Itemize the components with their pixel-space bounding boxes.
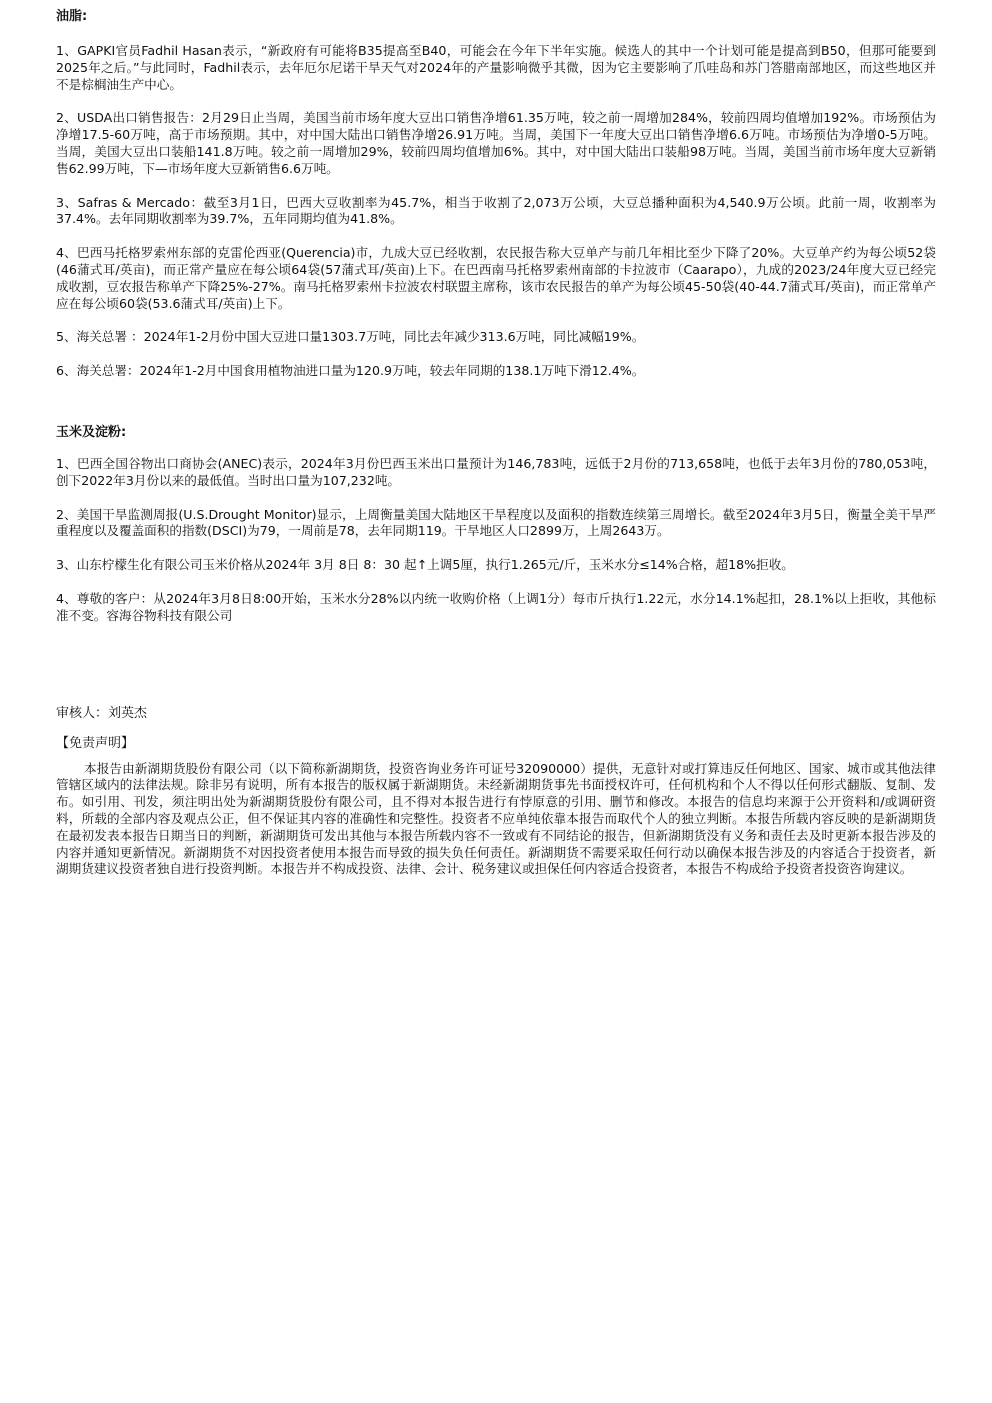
oils-item-1: 1、GAPKI官员Fadhil Hasan表示，“新政府有可能将B35提高至B40，可能会在今年下半年实施。候选人的其中一个计划可能是提高到B50，但那可能要到2025年之后。”与此同时，Fadhil表示，去年厄尔尼诺干旱天气对2024年的产量影响微乎其微，因为它主要影响了爪哇岛和苏门答腊南部地区，而这些地区并不是棕榈油生产中心。 [56, 43, 936, 92]
corn-item-4: 4、尊敬的客户：从2024年3月8日8:00开始，玉米水分28%以内统一收购价格（上调1分）每市斤执行1.22元，水分14.1%起扣，28.1%以上拒收，其他标准不变。容海谷物科技有限公司 [56, 590, 936, 623]
corn-item-2: 2、美国干旱监测周报(U.S.Drought Monitor)显示，上周衡量美国大陆地区干旱程度以及面积的指数连续第三周增长。截至2024年3月5日，衡量全美干旱严重程度以及覆盖面积的指数(DSCI)为79，一周前是78，去年同期119。干旱地区人口2899万，上周2643万。 [56, 506, 936, 539]
oils-item-6: 6、海关总署：2024年1-2月中国食用植物油进口量为120.9万吨，较去年同期的138.1万吨下滑12.4%。 [56, 363, 645, 379]
oils-section-title: 油脂: [56, 9, 88, 24]
corn-item-3: 3、山东柠檬生化有限公司玉米价格从2024年 3月 8日 8：30 起↑上调5厘，执行1.265元/斤，玉米水分≤14%合格，超18%拒收。 [56, 557, 794, 573]
oils-item-3: 3、Safras & Mercado：截至3月1日，巴西大豆收割率为45.7%，相当于收割了2,073万公顷，大豆总播种面积为4,540.9万公顷。此前一周，收割率为37.4%。去年同期收割率为39.7%，五年同期均值为41.8%。 [56, 194, 936, 227]
disclaimer-body: 本报告由新湖期货股份有限公司（以下简称新湖期货，投资咨询业务许可证号32090000）提供，无意针对或打算违反任何地区、国家、城市或其他法律管辖区域内的法律法规。除非另有说明，所有本报告的版权属于新湖期货。未经新湖期货事先书面授权许可，任何机构和个人不得以任何形式翻版、复制、发布。如引用、刊发，须注明出处为新湖期货股份有限公司，且不得对本报告进行有悖原意的引用、删节和修改。本报告的信息均来源于公开资料和/或调研资料，所载的全部内容及观点公正，但不保证其内容的准确性和完整性。投资者不应单纯依靠本报告而取代个人的独立判断。本报告所载内容反映的是新湖期货在最初发表本报告日期当日的判断，新湖期货可发出其他与本报告所载内容不一致或有不同结论的报告，但新湖期货没有义务和责任去及时更新本报告涉及的内容并通知更新情况。新湖期货不对因投资者使用本报告而导致的损失负任何责任。新湖期货不需要采取任何行动以确保本报告涉及的内容适合于投资者，新湖期货建议投资者独自进行投资判断。本报告并不构成投资、法律、会计、税务建议或担保任何内容适合投资者，本报告不构成给予投资者投资咨询建议。 [56, 760, 936, 877]
oils-item-2: 2、USDA出口销售报告：2月29日止当周，美国当前市场年度大豆出口销售净增61.35万吨，较之前一周增加284%，较前四周均值增加192%。市场预估为净增17.5-60万吨，高于市场预期。其中，对中国大陆出口销售净增26.91万吨。当周，美国下一年度大豆出口销售净增6.6万吨。市场预估为净增0-5万吨。当周，美国大豆出口装船141.8万吨。较之前一周增加29%，较前四周均值增加6%。其中，对中国大陆出口装船98万吨。当周，美国当前市场年度大豆新销售62.99万吨，下—市场年度大豆新销售6.6万吨。 [56, 110, 936, 176]
oils-item-5: 5、海关总署 ：2024年1-2月份中国大豆进口量1303.7万吨，同比去年减少313.6万吨，同比减幅19%。 [56, 329, 645, 345]
report-page [56, 8, 936, 878]
reviewer-line: 审核人：刘英杰 [56, 705, 148, 721]
corn-item-1: 1、巴西全国谷物出口商协会(ANEC)表示，2024年3月份巴西玉米出口量预计为146,783吨，远低于2月份的713,658吨，也低于去年3月份的780,053吨，创下2022年3月份以来的最低值。当时出口量为107,232吨。 [56, 455, 936, 488]
corn-section-title: 玉米及淀粉: [56, 424, 127, 440]
disclaimer-title: 【免责声明】 [56, 735, 135, 751]
oils-item-4: 4、巴西马托格罗索州东部的克雷伦西亚(Querencia)市，九成大豆已经收割，农民报告称大豆单产与前几年相比至少下降了20%。大豆单产约为每公顷52袋(46蒲式耳/英亩)，而正常产量应在每公顷64袋(57蒲式耳/英亩)上下。在巴西南马托格罗索州南部的卡拉波市（Caarapo），九成的2023/24年度大豆已经完成收割，豆农报告称单产下降25%-27%。南马托格罗索州卡拉波农村联盟主席称，该市农民报告的单产为每公顷45-50袋(40-44.7蒲式耳/英亩)，而正常单产应在每公顷60袋(53.6蒲式耳/英亩)上下。 [56, 245, 936, 311]
